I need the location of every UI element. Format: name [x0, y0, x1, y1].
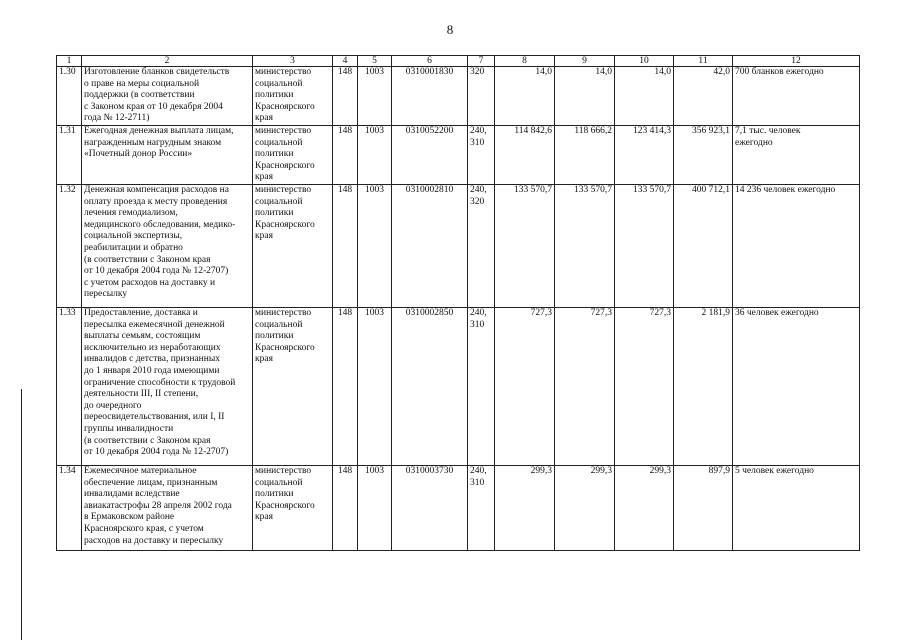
- column-header: 11: [674, 56, 733, 67]
- table-row: [57, 126, 860, 185]
- expected-result: 36 человек ежегодно: [733, 308, 860, 466]
- target-article: 0310001830: [392, 67, 468, 126]
- column-header: 9: [555, 56, 615, 67]
- admin-code: 148: [333, 466, 358, 551]
- expected-result: 5 человек ежегодно: [733, 466, 860, 551]
- table-row: [57, 185, 860, 308]
- amount-year-2: 727,3: [555, 308, 615, 466]
- amount-year-1: 114 842,6: [495, 126, 555, 185]
- amount-year-1: 727,3: [495, 308, 555, 466]
- row-number: 1.32: [57, 185, 82, 308]
- amount-year-3: 14,0: [615, 67, 674, 126]
- measure-description: Денежная компенсация расходов на оплату проезда к месту проведения лечения гемодиализом, медицинского обследования, медико- социальной экспертизы, реабилитации и обратно (в соответствии с Законом края от 10 декабря 2004 года № 12-2707) с учетом расходов на доставку и пересылку: [82, 185, 253, 308]
- admin-code: 148: [333, 67, 358, 126]
- expense-type: 320: [468, 67, 495, 126]
- table-row: [57, 308, 860, 466]
- column-header: 1: [57, 56, 82, 67]
- admin-code: 148: [333, 185, 358, 308]
- column-header: 4: [333, 56, 358, 67]
- section-code: 1003: [358, 126, 392, 185]
- column-header: 8: [495, 56, 555, 67]
- header-row: [57, 56, 860, 67]
- expense-type: 240, 310: [468, 466, 495, 551]
- admin-code: 148: [333, 126, 358, 185]
- column-header: 3: [253, 56, 333, 67]
- target-article: 0310052200: [392, 126, 468, 185]
- expected-result: 14 236 человек ежегодно: [733, 185, 860, 308]
- responsible-organization: министерство социальной политики Красноярского края: [253, 308, 333, 466]
- expected-result: 7,1 тыс. человек ежегодно: [733, 126, 860, 185]
- responsible-organization: министерство социальной политики Красноярского края: [253, 185, 333, 308]
- amount-total: 2 181,9: [674, 308, 733, 466]
- responsible-organization: министерство социальной политики Красноярского края: [253, 466, 333, 551]
- column-header: 6: [392, 56, 468, 67]
- amount-total: 897,9: [674, 466, 733, 551]
- amount-year-3: 727,3: [615, 308, 674, 466]
- measure-description: Ежемесячное материальное обеспечение лицам, признанным инвалидами вследствие авиакатастрофы 28 апреля 2002 года в Ермаковском районе Красноярского края, с учетом расходов на доставку и пересылку: [82, 466, 253, 551]
- amount-year-2: 299,3: [555, 466, 615, 551]
- page-number: 8: [446, 22, 454, 37]
- measure-description: Предоставление, доставка и пересылка ежемесячной денежной выплаты семьям, состоящим исключительно из неработающих инвалидов с детства, признанных до 1 января 2010 года имеющими ограничение способности к трудовой деятельности III, II степени, до очередного переосвидетельствования, или I, II группы инвалидности (в соответствии с Законом края от 10 декабря 2004 года № 12-2707): [82, 308, 253, 466]
- column-header: 2: [82, 56, 253, 67]
- row-number: 1.30: [57, 67, 82, 126]
- target-article: 0310002850: [392, 308, 468, 466]
- expense-type: 240, 310: [468, 126, 495, 185]
- column-header: 5: [358, 56, 392, 67]
- amount-year-1: 299,3: [495, 466, 555, 551]
- responsible-organization: министерство социальной политики Красноярского края: [253, 126, 333, 185]
- target-article: 0310003730: [392, 466, 468, 551]
- column-header: 7: [468, 56, 495, 67]
- column-header: 10: [615, 56, 674, 67]
- expense-type: 240, 310: [468, 308, 495, 466]
- target-article: 0310002810: [392, 185, 468, 308]
- amount-total: 356 923,1: [674, 126, 733, 185]
- section-code: 1003: [358, 466, 392, 551]
- table-row: [57, 466, 860, 551]
- row-number: 1.34: [57, 466, 82, 551]
- table-row: [57, 67, 860, 126]
- amount-year-3: 299,3: [615, 466, 674, 551]
- expense-type: 240, 320: [468, 185, 495, 308]
- section-code: 1003: [358, 185, 392, 308]
- responsible-organization: министерство социальной политики Красноярского края: [253, 67, 333, 126]
- amount-year-2: 133 570,7: [555, 185, 615, 308]
- row-number: 1.31: [57, 126, 82, 185]
- amount-year-2: 14,0: [555, 67, 615, 126]
- budget-table: [56, 55, 860, 551]
- margin-line: [21, 389, 22, 640]
- expected-result: 700 бланков ежегодно: [733, 67, 860, 126]
- amount-total: 42,0: [674, 67, 733, 126]
- column-header: 12: [733, 56, 860, 67]
- amount-year-1: 133 570,7: [495, 185, 555, 308]
- amount-total: 400 712,1: [674, 185, 733, 308]
- section-code: 1003: [358, 67, 392, 126]
- amount-year-3: 133 570,7: [615, 185, 674, 308]
- measure-description: Ежегодная денежная выплата лицам, награжденным нагрудным знаком «Почетный донор России»: [82, 126, 253, 185]
- row-number: 1.33: [57, 308, 82, 466]
- amount-year-3: 123 414,3: [615, 126, 674, 185]
- admin-code: 148: [333, 308, 358, 466]
- measure-description: Изготовление бланков свидетельств о праве на меры социальной поддержки (в соответствии с Законом края от 10 декабря 2004 года № 12-2711): [82, 67, 253, 126]
- section-code: 1003: [358, 308, 392, 466]
- amount-year-2: 118 666,2: [555, 126, 615, 185]
- amount-year-1: 14,0: [495, 67, 555, 126]
